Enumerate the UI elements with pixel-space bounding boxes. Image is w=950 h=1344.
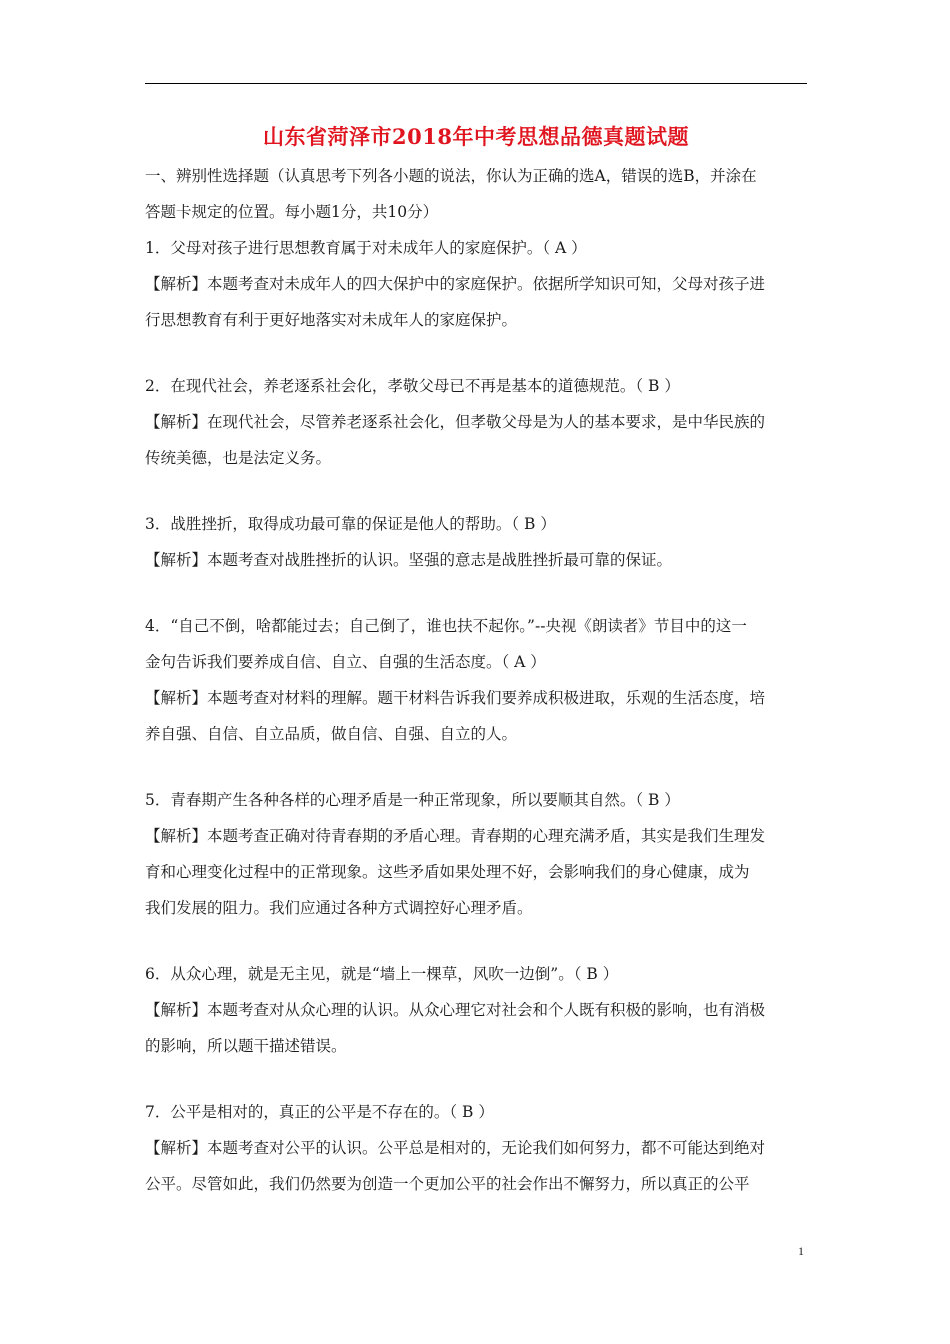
question-text: 6．从众心理，就是无主见，就是“墙上一棵草，风吹一边倒”。（ B ） (145, 965, 619, 983)
question-1 (145, 230, 807, 338)
header-rule (145, 83, 807, 84)
analysis-text: 传统美德，也是法定义务。 (145, 449, 332, 467)
page-number: 1 (798, 1244, 804, 1258)
question-text: 4．“自己不倒，啥都能过去；自己倒了，谁也扶不起你。”--央视《朗读者》节目中的这一 (145, 617, 747, 635)
analysis-text: 【解析】本题考查对公平的认识。公平总是相对的，无论我们如何努力，都不可能达到绝对 (145, 1139, 766, 1157)
question-text: 5．青春期产生各种各样的心理矛盾是一种正常现象，所以要顺其自然。（ B ） (145, 791, 680, 809)
question-5 (145, 782, 807, 926)
analysis-text: 的影响，所以题干描述错误。 (145, 1037, 347, 1055)
analysis-text: 【解析】本题考查对战胜挫折的认识。坚强的意志是战胜挫折最可靠的保证。 (145, 551, 673, 569)
question-2 (145, 368, 807, 476)
question-text: 金句告诉我们要养成自信、自立、自强的生活态度。（ A ） (145, 653, 546, 671)
section-instruction-line-1: 一、辨别性选择题（认真思考下列各小题的说法，你认为正确的选A，错误的选B，并涂在 (145, 167, 757, 185)
question-3 (145, 506, 807, 578)
question-text: 2．在现代社会，养老逐系社会化，孝敬父母已不再是基本的道德规范。（ B ） (145, 377, 680, 395)
analysis-text: 行思想教育有利于更好地落实对未成年人的家庭保护。 (145, 311, 518, 329)
analysis-text: 养自强、自信、自立品质，做自信、自强、自立的人。 (145, 725, 518, 743)
question-4 (145, 608, 807, 752)
question-text: 3．战胜挫折，取得成功最可靠的保证是他人的帮助。（ B ） (145, 515, 556, 533)
analysis-text: 【解析】本题考查对材料的理解。题干材料告诉我们要养成积极进取，乐观的生活态度，培 (145, 689, 766, 707)
analysis-text: 【解析】本题考查正确对待青春期的矛盾心理。青春期的心理充满矛盾，其实是我们生理发 (145, 827, 766, 845)
analysis-text: 育和心理变化过程中的正常现象。这些矛盾如果处理不好，会影响我们的身心健康，成为 (145, 863, 750, 881)
question-text: 1．父母对孩子进行思想教育属于对未成年人的家庭保护。（ A ） (145, 239, 587, 257)
page-title: 山东省菏泽市2018年中考思想品德真题试题 (263, 124, 689, 149)
document-body (145, 158, 807, 1202)
question-7 (145, 1094, 807, 1202)
analysis-text: 【解析】本题考查对从众心理的认识。从众心理它对社会和个人既有积极的影响，也有消极 (145, 1001, 766, 1019)
question-text: 7．公平是相对的，真正的公平是不存在的。（ B ） (145, 1103, 494, 1121)
analysis-text: 【解析】本题考查对未成年人的四大保护中的家庭保护。依据所学知识可知，父母对孩子进 (145, 275, 766, 293)
question-6 (145, 956, 807, 1064)
analysis-text: 【解析】在现代社会，尽管养老逐系社会化，但孝敬父母是为人的基本要求，是中华民族的 (145, 413, 766, 431)
analysis-text: 公平。尽管如此，我们仍然要为创造一个更加公平的社会作出不懈努力，所以真正的公平 (145, 1175, 750, 1193)
section-instruction-line-2: 答题卡规定的位置。每小题1分，共10分） (145, 203, 439, 221)
analysis-text: 我们发展的阻力。我们应通过各种方式调控好心理矛盾。 (145, 899, 533, 917)
